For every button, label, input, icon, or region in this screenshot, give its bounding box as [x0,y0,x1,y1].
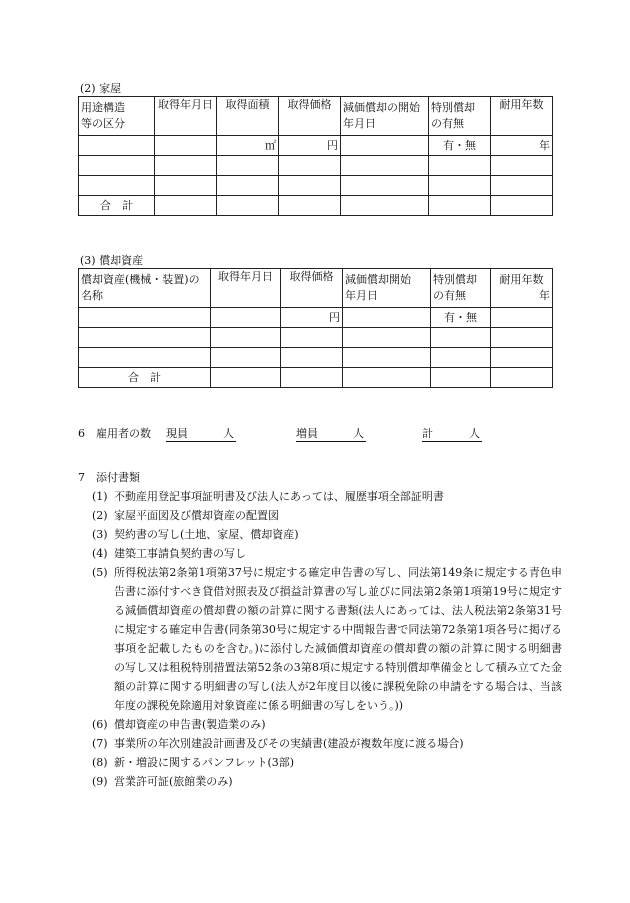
house-total-row [79,196,553,216]
house-header-dep-start: 減価償却の開始 年月日 [341,97,429,136]
table-row [79,348,553,368]
assets-cell[interactable] [343,308,431,328]
list-item: (6) 償却資産の申告書(製造業のみ) [92,718,266,731]
employees-increase: 増員 人 [296,427,364,440]
house-cell[interactable] [341,176,429,196]
house-cell[interactable] [79,136,155,156]
house-special-unit[interactable]: 有・無 [429,136,491,156]
house-header-date: 取得年月日 [155,97,217,136]
assets-cell[interactable] [431,328,491,348]
assets-table [78,268,553,388]
house-cell[interactable] [491,176,553,196]
assets-special-unit[interactable]: 有・無 [431,308,491,328]
assets-cell[interactable] [79,328,211,348]
assets-cell[interactable] [491,308,553,328]
list-item: (7) 事業所の年次別建設計画書及びその実績書(建設が複数年度に渡る場合) [92,737,464,750]
house-total-label: 合 計 [79,196,155,216]
house-cell[interactable] [429,176,491,196]
assets-header-life: 耐用年数 年 [491,269,553,308]
assets-cell[interactable] [211,368,281,388]
list-item: (4) 建築工事請負契約書の写し [92,547,246,560]
house-header-use: 用途構造 等の区分 [79,97,155,136]
table-row [79,156,553,176]
house-price-unit[interactable]: 円 [279,136,341,156]
list-item: (9) 営業許可証(旅館業のみ) [92,775,233,788]
assets-cell[interactable] [431,368,491,388]
assets-total-label: 合 計 [79,368,211,388]
assets-cell[interactable] [79,348,211,368]
list-item: (1) 不動産用登記事項証明書及び法人にあっては、履歴事項全部証明書 [92,490,444,503]
house-table [78,96,553,216]
house-unit-row [79,136,553,156]
assets-unit-row [79,308,553,328]
assets-cell[interactable] [281,348,343,368]
assets-header-price: 取得価格 [281,269,343,308]
house-cell[interactable] [491,156,553,176]
list-item: (8) 新・増設に関するパンフレット(3部) [92,756,295,769]
house-header-life: 耐用年数 [491,97,553,136]
house-header-price: 取得価格 [279,97,341,136]
house-cell[interactable] [79,176,155,196]
house-cell[interactable] [79,156,155,176]
assets-header-special: 特別償却 の有無 [431,269,491,308]
employees-label: 6 雇用者の数 [78,427,151,440]
house-cell[interactable] [217,196,279,216]
house-cell[interactable] [429,156,491,176]
assets-cell[interactable] [491,348,553,368]
house-cell[interactable] [429,196,491,216]
house-header-row [79,97,553,136]
assets-cell[interactable] [281,368,343,388]
house-header-area: 取得面積 [217,97,279,136]
house-cell[interactable] [155,156,217,176]
house-cell[interactable] [279,156,341,176]
list-item: (2) 家屋平面図及び償却資産の配置図 [92,509,279,522]
house-cell[interactable] [217,156,279,176]
assets-header-dep-start: 減価償却開始 年月日 [343,269,431,308]
house-cell[interactable] [491,196,553,216]
table-row [79,176,553,196]
list-item: (5) 所得税法第2条第1項第37号に規定する確定申告書の写し、同法第149条に規定する青色申告書に添付すべき貸借対照表及び損益計算書の写し並びに同法第2条第1項第19号に規定する減価償却資産の償却費の額の計算に関する書類(法人にあっては、法人税法第2条第31号に規定する確定申告書(同条第30号に規定する中間報告書で同法第72条第1項各号に掲げる事項を記載したものを含む。)に添付した減価償却資産の償却費の額の計算に関する明細書の写し又は租税特別措置法第52条の3第8項に規定する特別償却準備金として積み立てた金額の計算に関する明細書の写し(法人が2年度目以後に課税免除の申請をする場合は、当該年度の課税免除適用対象資産に係る明細書の写しをいう。)) [92,566,562,712]
assets-cell[interactable] [491,328,553,348]
assets-cell[interactable] [343,328,431,348]
assets-header-date: 取得年月日 [211,269,281,308]
employees-total: 計 人 [422,427,480,440]
house-area-unit[interactable]: ㎡ [217,136,279,156]
assets-cell[interactable] [211,328,281,348]
table-row [79,328,553,348]
house-cell[interactable] [341,136,429,156]
assets-cell[interactable] [343,348,431,368]
assets-cell[interactable] [281,328,343,348]
house-cell[interactable] [217,176,279,196]
list-item: (3) 契約書の写し(土地、家屋、償却資産) [92,528,299,541]
house-life-unit[interactable]: 年 [491,136,553,156]
house-section-label: (2) 家屋 [80,82,122,95]
assets-header-row [79,269,553,308]
assets-cell[interactable] [79,308,211,328]
house-cell[interactable] [341,156,429,176]
house-cell[interactable] [155,136,217,156]
attachments-label: 7 添付書類 [78,471,140,484]
house-cell[interactable] [155,176,217,196]
attachments-list [92,487,562,791]
house-cell[interactable] [341,196,429,216]
house-cell[interactable] [279,196,341,216]
assets-total-row [79,368,553,388]
assets-cell[interactable] [343,368,431,388]
house-cell[interactable] [279,176,341,196]
house-cell[interactable] [155,196,217,216]
assets-cell[interactable] [211,308,281,328]
assets-section-label: (3) 償却資産 [80,254,144,267]
assets-cell[interactable] [431,348,491,368]
assets-header-name: 償却資産(機械・装置)の 名称 [79,269,211,308]
assets-cell[interactable] [211,348,281,368]
employees-current: 現員 人 [166,427,234,440]
house-header-special: 特別償却 の有無 [429,97,491,136]
assets-price-unit[interactable]: 円 [281,308,343,328]
assets-cell[interactable] [491,368,553,388]
